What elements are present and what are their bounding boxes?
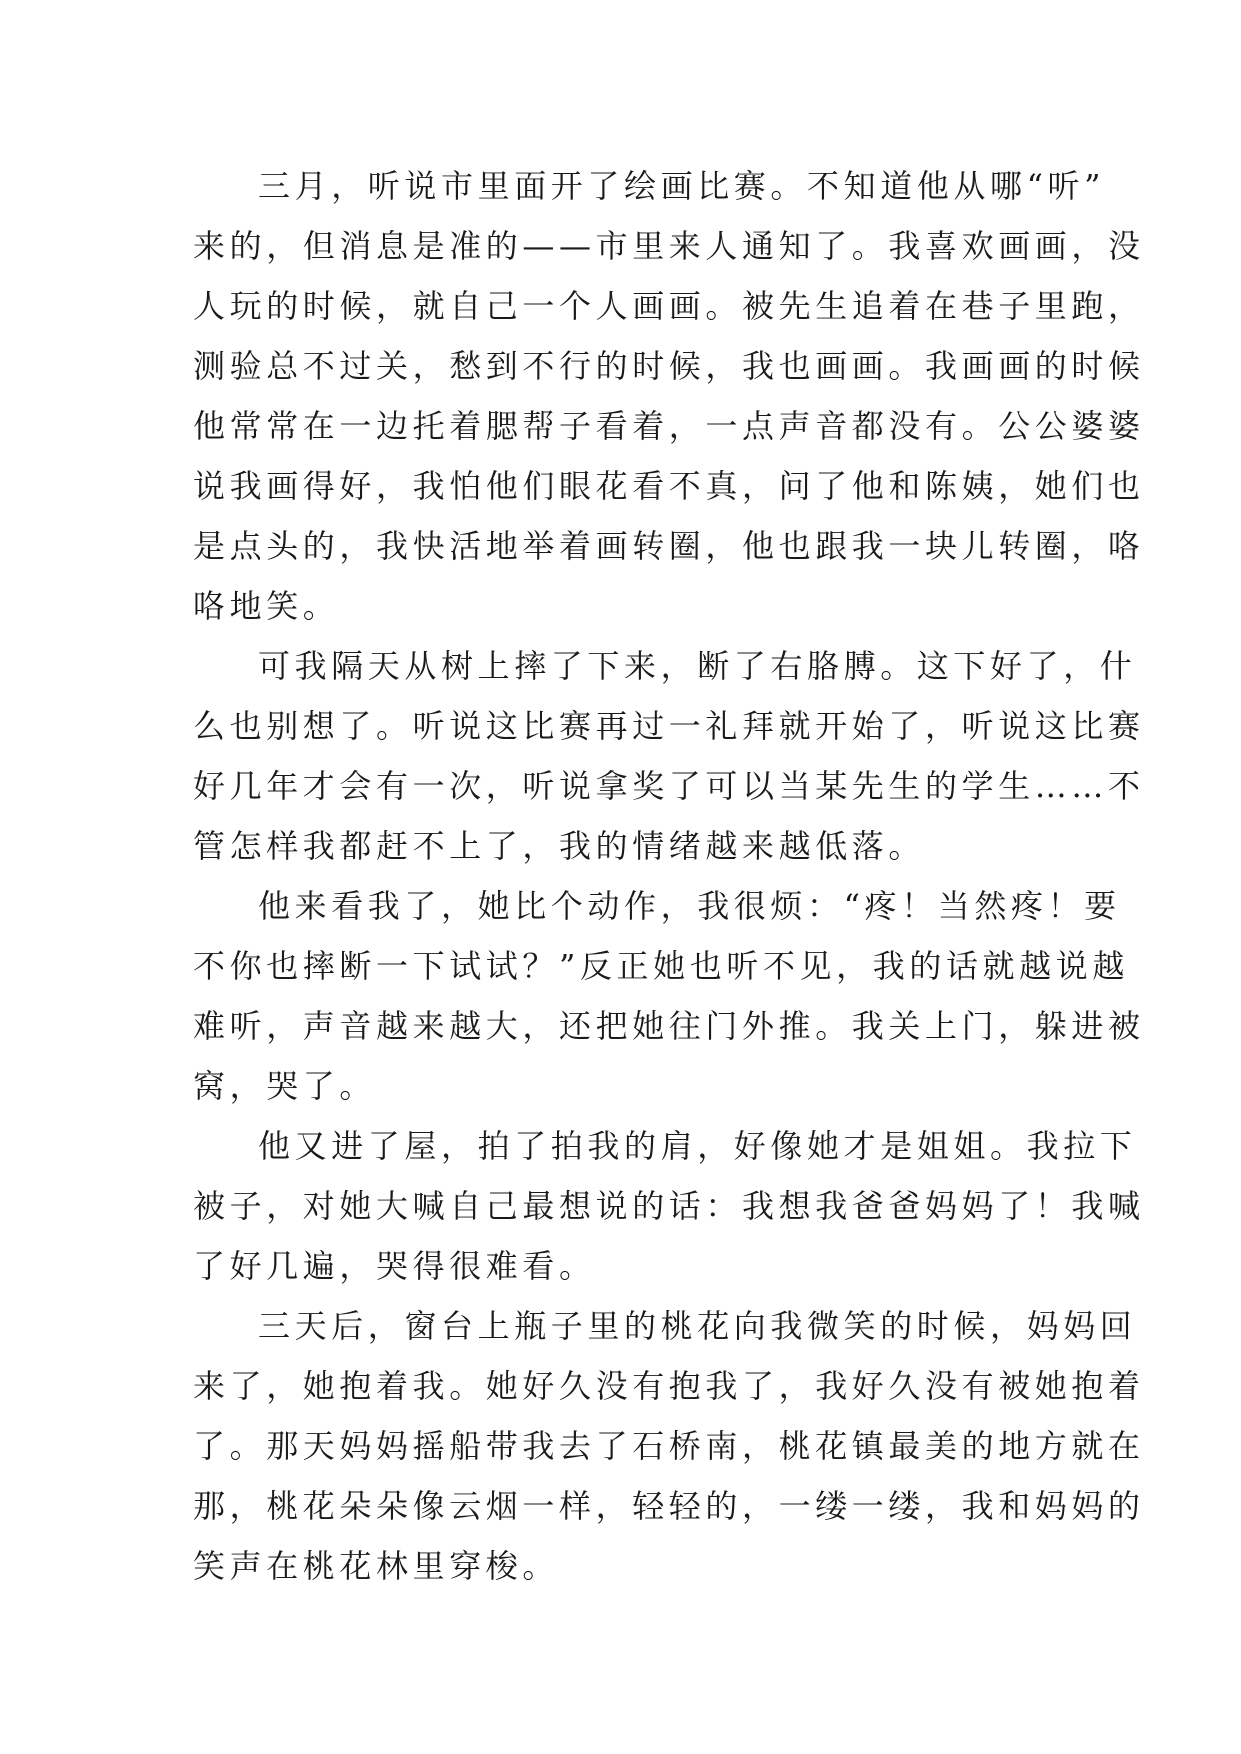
text-line: 测验总不过关，愁到不行的时候，我也画画。我画画的时候 — [193, 347, 1145, 385]
text-line: 了好几遍，哭得很难看。 — [193, 1247, 596, 1285]
text-line: 咯地笑。 — [193, 587, 340, 625]
text-line: 可我隔天从树上摔了下来，断了右胳膊。这下好了，什 — [258, 647, 1137, 685]
text-line: 那，桃花朵朵像云烟一样，轻轻的，一缕一缕，我和妈妈的 — [193, 1487, 1145, 1525]
story-text — [193, 156, 1145, 1596]
text-line: 被子，对她大喊自己最想说的话：我想我爸爸妈妈了！我喊 — [193, 1187, 1145, 1225]
text-line: 不你也摔断一下试试？”反正她也听不见，我的话就越说越 — [193, 947, 1129, 985]
text-line: 他常常在一边托着腮帮子看着，一点声音都没有。公公婆婆 — [193, 407, 1145, 445]
text-line: 他来看我了，她比个动作，我很烦：“疼！当然疼！要 — [258, 887, 1121, 925]
text-line: 三天后，窗台上瓶子里的桃花向我微笑的时候，妈妈回 — [258, 1307, 1137, 1345]
paragraph-1 — [193, 156, 1145, 636]
text-line: 来了，她抱着我。她好久没有抱我了，我好久没有被她抱着 — [193, 1367, 1145, 1405]
text-line: 管怎样我都赶不上了，我的情绪越来越低落。 — [193, 827, 926, 865]
paragraph-4 — [193, 1116, 1145, 1296]
text-line: 人玩的时候，就自己一个人画画。被先生追着在巷子里跑， — [193, 287, 1145, 325]
paragraph-2 — [193, 636, 1145, 876]
text-line: 笑声在桃花林里穿梭。 — [193, 1547, 560, 1585]
text-line: 是点头的，我快活地举着画转圈，他也跟我一块儿转圈，咯 — [193, 527, 1145, 565]
text-line: 么也别想了。听说这比赛再过一礼拜就开始了，听说这比赛 — [193, 707, 1145, 745]
paragraph-3 — [193, 876, 1145, 1116]
text-line: 说我画得好，我怕他们眼花看不真，问了他和陈姨，她们也 — [193, 467, 1145, 505]
text-line: 了。那天妈妈摇船带我去了石桥南，桃花镇最美的地方就在 — [193, 1427, 1145, 1465]
text-line: 他又进了屋，拍了拍我的肩，好像她才是姐姐。我拉下 — [258, 1127, 1137, 1165]
text-line: 难听，声音越来越大，还把她往门外推。我关上门，躲进被 — [193, 1007, 1145, 1045]
paragraph-5 — [193, 1296, 1145, 1596]
text-line: 窝，哭了。 — [193, 1067, 377, 1105]
text-line: 好几年才会有一次，听说拿奖了可以当某先生的学生……不 — [193, 767, 1145, 805]
text-line: 三月，听说市里面开了绘画比赛。不知道他从哪“听” — [258, 167, 1106, 205]
text-line: 来的，但消息是准的——市里来人通知了。我喜欢画画，没 — [193, 227, 1145, 265]
